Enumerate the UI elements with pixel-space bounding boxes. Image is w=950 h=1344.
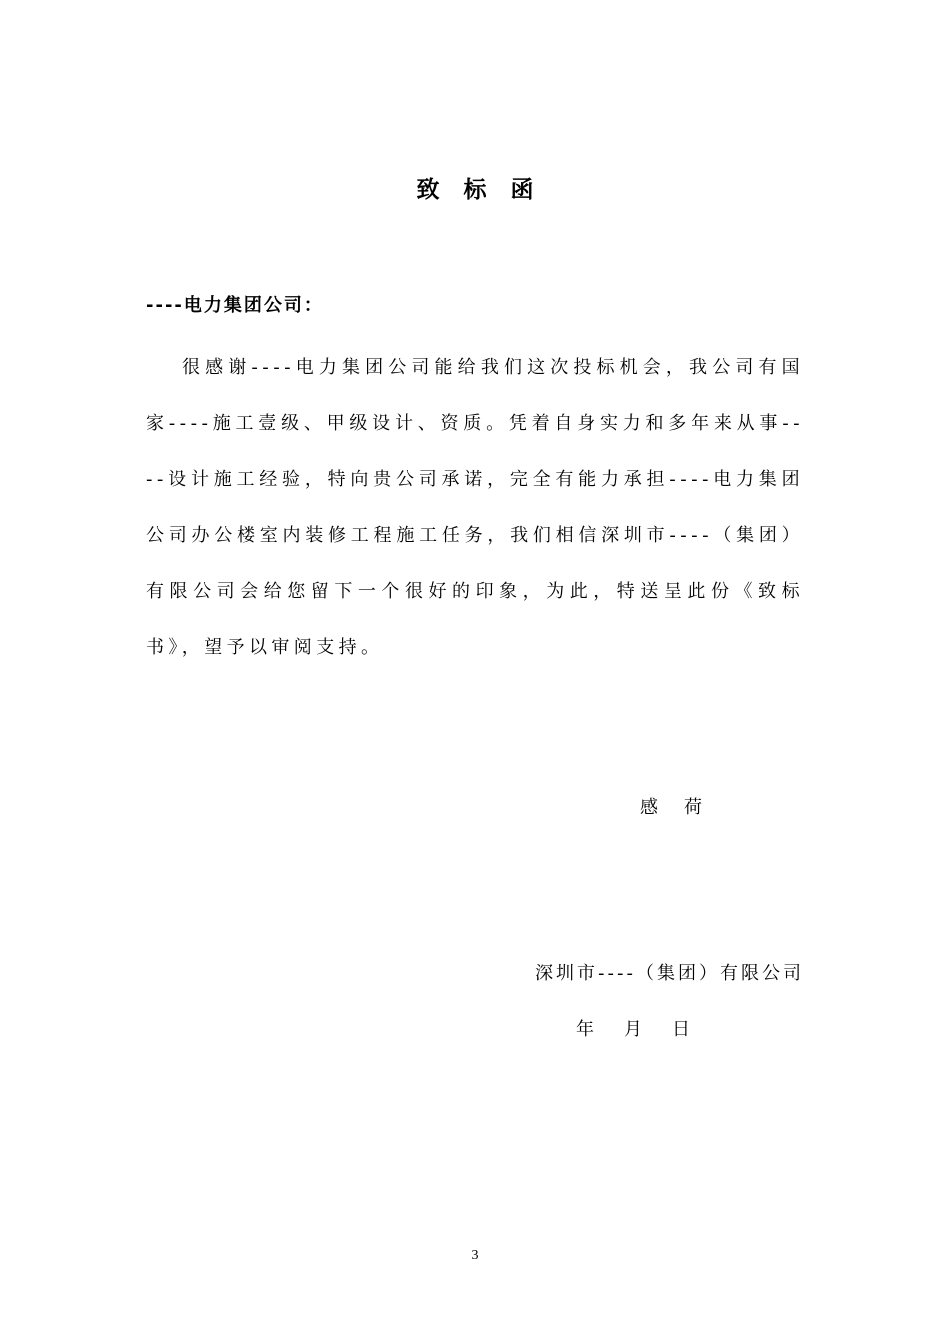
closing-text: 感荷	[640, 797, 728, 818]
date-line	[576, 1016, 690, 1044]
salutation: ----电力集团公司：	[146, 295, 324, 316]
date-year-label: 年	[576, 1019, 594, 1040]
signature-company: 深圳市----（集团）有限公司	[535, 963, 804, 984]
date-day-label: 日	[672, 1019, 690, 1040]
document-title: 致标函	[416, 177, 558, 203]
body-paragraph: 很感谢----电力集团公司能给我们这次投标机会，我公司有国家----施工壹级、甲级设计、资质。凭着自身实力和多年来从事----设计施工经验，特向贵公司承诺，完全有能力承担----电力集团公司办公楼室内装修工程施工任务，我们相信深圳市----（集团）有限公司会给您留下一个很好的印象，为此，特送呈此份《致标书》，望予以审阅支持。	[146, 357, 804, 658]
page-number: 3	[471, 1248, 479, 1263]
date-month-label: 月	[624, 1019, 642, 1040]
